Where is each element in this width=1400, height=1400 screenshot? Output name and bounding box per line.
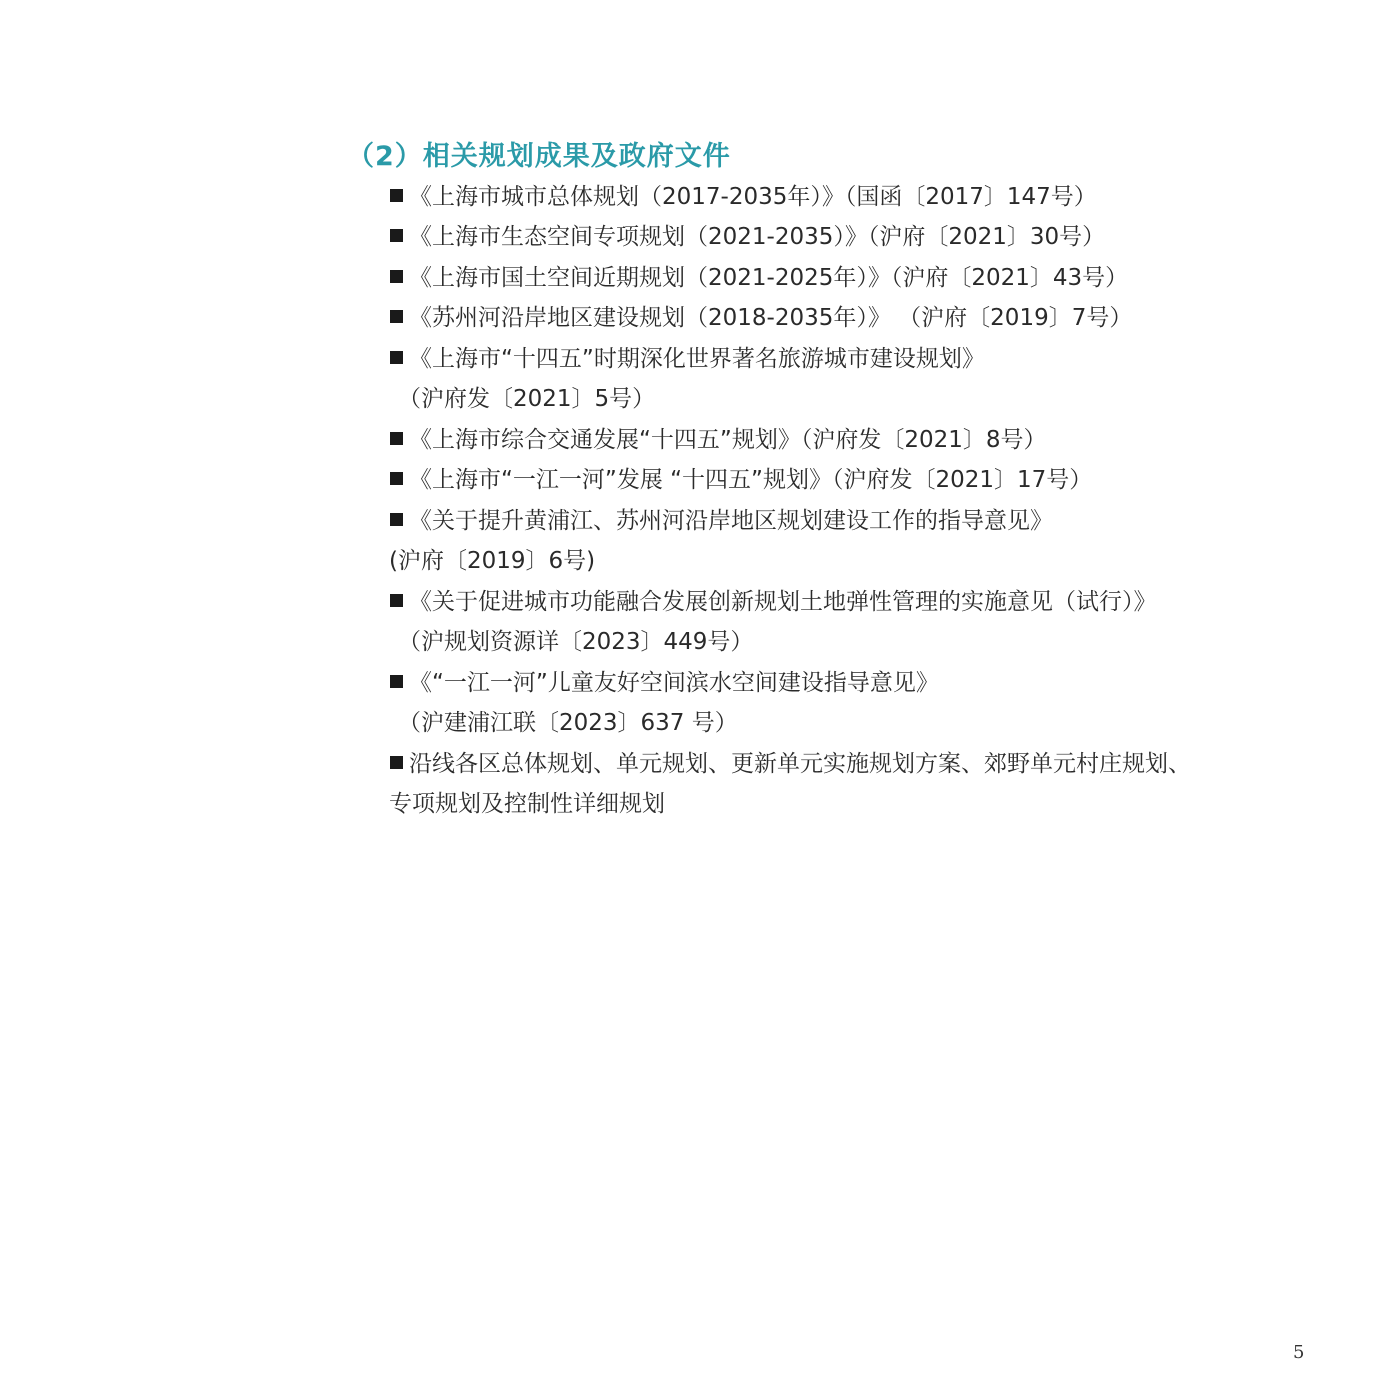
document-title: 《关于促进城市功能融合发展创新规划土地弹性管理的实施意见（试行）》 — [409, 589, 1157, 615]
document-title: 《上海市城市总体规划（2017-2035年）》（国函〔2017〕147号） — [409, 184, 1097, 210]
square-bullet-icon — [390, 472, 403, 485]
square-bullet-icon — [390, 675, 403, 688]
square-bullet-icon — [390, 229, 403, 242]
square-bullet-icon — [390, 756, 403, 769]
page-number: 5 — [1293, 1342, 1305, 1363]
document-title: 《苏州河沿岸地区建设规划（2018-2035年）》 （沪府〔2019〕7号） — [409, 305, 1133, 331]
document-title: 《“一江一河”儿童友好空间滨水空间建设指导意见》 — [409, 670, 939, 696]
square-bullet-icon — [390, 189, 403, 202]
document-number: （沪规划资源详〔2023〕449号） — [398, 629, 754, 655]
document-title: 《上海市“十四五”时期深化世界著名旅游城市建设规划》 — [409, 346, 985, 372]
document-title: 《上海市国土空间近期规划（2021-2025年）》（沪府〔2021〕43号） — [409, 265, 1129, 291]
document-title: 沿线各区总体规划、单元规划、更新单元实施规划方案、郊野单元村庄规划、 — [409, 751, 1191, 777]
document-title: 《上海市生态空间专项规划（2021-2035）》（沪府〔2021〕30号） — [409, 224, 1106, 250]
square-bullet-icon — [390, 432, 403, 445]
square-bullet-icon — [390, 310, 403, 323]
document-title: 《上海市“一江一河”发展 “十四五”规划》（沪府发〔2021〕17号） — [409, 467, 1093, 493]
square-bullet-icon — [390, 351, 403, 364]
document-title: 《上海市综合交通发展“十四五”规划》（沪府发〔2021〕8号） — [409, 427, 1047, 453]
square-bullet-icon — [390, 270, 403, 283]
square-bullet-icon — [390, 513, 403, 526]
square-bullet-icon — [390, 594, 403, 607]
list-item-continuation: 专项规划及控制性详细规划 — [389, 791, 665, 817]
document-title: 《关于提升黄浦江、苏州河沿岸地区规划建设工作的指导意见》 — [409, 508, 1053, 534]
section-heading: （2）相关规划成果及政府文件 — [347, 141, 731, 172]
document-number: （沪府发〔2021〕5号） — [398, 386, 656, 412]
document-number: (沪府〔2019〕6号) — [389, 548, 596, 574]
document-number: （沪建浦江联〔2023〕637 号） — [398, 710, 738, 736]
